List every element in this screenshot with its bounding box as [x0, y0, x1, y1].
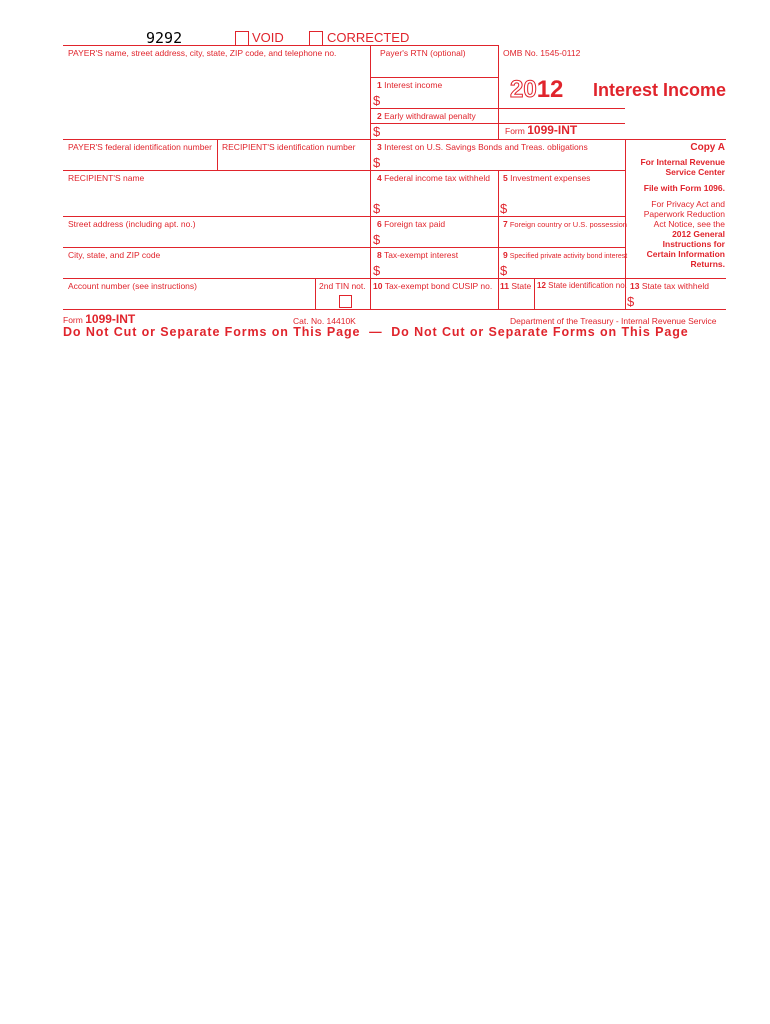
footer-form-prefix: Form — [63, 315, 83, 325]
payer-rtn-field[interactable] — [376, 62, 494, 74]
box2-dollar: $ — [373, 124, 381, 139]
box3-label: 3 Interest on U.S. Savings Bonds and Treas. obligations — [377, 142, 588, 152]
box12-label: 12 State identification no. — [537, 281, 627, 290]
tax-year — [510, 77, 563, 103]
void-checkbox[interactable] — [235, 31, 249, 46]
copy-a-line5: Paperwork Reduction — [643, 209, 725, 219]
form-title: Interest Income — [593, 80, 727, 100]
city-state-zip-label: City, state, and ZIP code — [68, 250, 161, 260]
box5-label: 5 Investment expenses — [503, 173, 591, 183]
payer-rtn-label: Payer's RTN (optional) — [380, 48, 466, 58]
street-address-field[interactable] — [68, 232, 363, 244]
copy-a-title: Copy A — [690, 142, 725, 153]
box6-foreign-tax-paid-field[interactable] — [384, 233, 494, 245]
footer-form-name — [63, 312, 135, 326]
box5-investment-expenses-field[interactable] — [511, 202, 621, 214]
box1-dollar: $ — [373, 93, 381, 108]
do-not-cut-warning: Do Not Cut or Separate Forms on This Page — Do Not Cut or Separate Forms on This Page — [63, 325, 689, 339]
form-code: 9292 — [146, 29, 183, 47]
copy-a-line1: For Internal Revenue — [640, 157, 725, 167]
box4-dollar: $ — [373, 201, 381, 216]
box11-state-field[interactable] — [501, 294, 532, 306]
corrected-checkbox[interactable] — [309, 31, 323, 46]
recipient-name-label: RECIPIENT'S name — [68, 173, 145, 183]
box8-tax-exempt-interest-field[interactable] — [384, 264, 494, 276]
box4-federal-tax-withheld-field[interactable] — [384, 202, 494, 214]
payer-name-label: PAYER'S name, street address, city, state, ZIP code, and telephone no. — [68, 48, 337, 58]
account-number-label: Account number (see instructions) — [68, 281, 197, 291]
catalog-number: Cat. No. 14410K — [293, 316, 356, 326]
copy-a-block — [628, 143, 725, 269]
box4-label: 4 Federal income tax withheld — [377, 173, 490, 183]
treasury-department: Department of the Treasury - Internal Revenue Service — [510, 316, 717, 326]
recipient-id-field[interactable] — [222, 155, 366, 167]
void-label: VOID — [252, 30, 284, 45]
copy-a-line2: Service Center — [665, 167, 725, 177]
form-prefix: Form — [505, 126, 525, 136]
box1-interest-income-field[interactable] — [384, 94, 494, 106]
payer-fed-id-field[interactable] — [68, 155, 213, 167]
box11-label: 11 State — [500, 281, 532, 291]
box3-dollar: $ — [373, 155, 381, 170]
box9-private-activity-bond-field[interactable] — [511, 264, 621, 276]
footer-form-number: 1099-INT — [85, 312, 136, 326]
box9-label: 9 Specified private activity bond interest — [503, 250, 628, 260]
form-name-header — [505, 123, 577, 137]
second-tin-label: 2nd TIN not. — [319, 281, 366, 291]
corrected-label: CORRECTED — [327, 30, 410, 45]
recipient-id-label: RECIPIENT'S identification number — [222, 142, 356, 152]
box13-state-tax-withheld-field[interactable] — [638, 295, 722, 307]
second-tin-checkbox[interactable] — [339, 295, 352, 308]
form-number: 1099-INT — [527, 123, 578, 137]
box7-label: 7 Foreign country or U.S. possession — [503, 219, 627, 229]
street-address-label: Street address (including apt. no.) — [68, 219, 196, 229]
copy-a-line7: 2012 General — [672, 229, 725, 239]
box10-cusip-field[interactable] — [375, 294, 495, 306]
box12-state-id-field[interactable] — [538, 294, 622, 306]
payer-name-field[interactable] — [68, 62, 363, 132]
box2-early-withdrawal-field[interactable] — [384, 125, 494, 137]
box13-dollar: $ — [627, 294, 635, 309]
copy-a-line10: Returns. — [690, 259, 725, 269]
box2-label: 2 Early withdrawal penalty — [377, 111, 476, 121]
box13-label: 13 State tax withheld — [630, 281, 709, 291]
copy-a-line4: For Privacy Act and — [651, 199, 725, 209]
payer-fed-id-label: PAYER'S federal identification number — [68, 142, 212, 152]
box6-label: 6 Foreign tax paid — [377, 219, 446, 229]
box7-foreign-country-field[interactable] — [503, 233, 621, 245]
box8-label: 8 Tax-exempt interest — [377, 250, 459, 260]
box8-dollar: $ — [373, 263, 381, 278]
tax-year-prefix: 20 — [510, 76, 537, 103]
tax-year-suffix: 12 — [536, 76, 564, 103]
box1-label: 1 Interest income — [377, 80, 443, 90]
copy-a-line8: Instructions for — [662, 239, 725, 249]
account-number-field[interactable] — [68, 294, 310, 306]
copy-a-line9: Certain Information — [646, 249, 725, 259]
copy-a-line6: Act Notice, see the — [653, 219, 725, 229]
box3-savings-bond-interest-field[interactable] — [384, 156, 620, 168]
recipient-name-field[interactable] — [68, 188, 363, 212]
box10-label: 10 Tax-exempt bond CUSIP no. — [373, 281, 493, 291]
box9-dollar: $ — [500, 263, 508, 278]
copy-a-line3: File with Form 1096. — [643, 183, 725, 193]
box5-dollar: $ — [500, 201, 508, 216]
city-state-zip-field[interactable] — [68, 263, 363, 275]
omb-number: OMB No. 1545-0112 — [503, 48, 581, 58]
box6-dollar: $ — [373, 232, 381, 247]
